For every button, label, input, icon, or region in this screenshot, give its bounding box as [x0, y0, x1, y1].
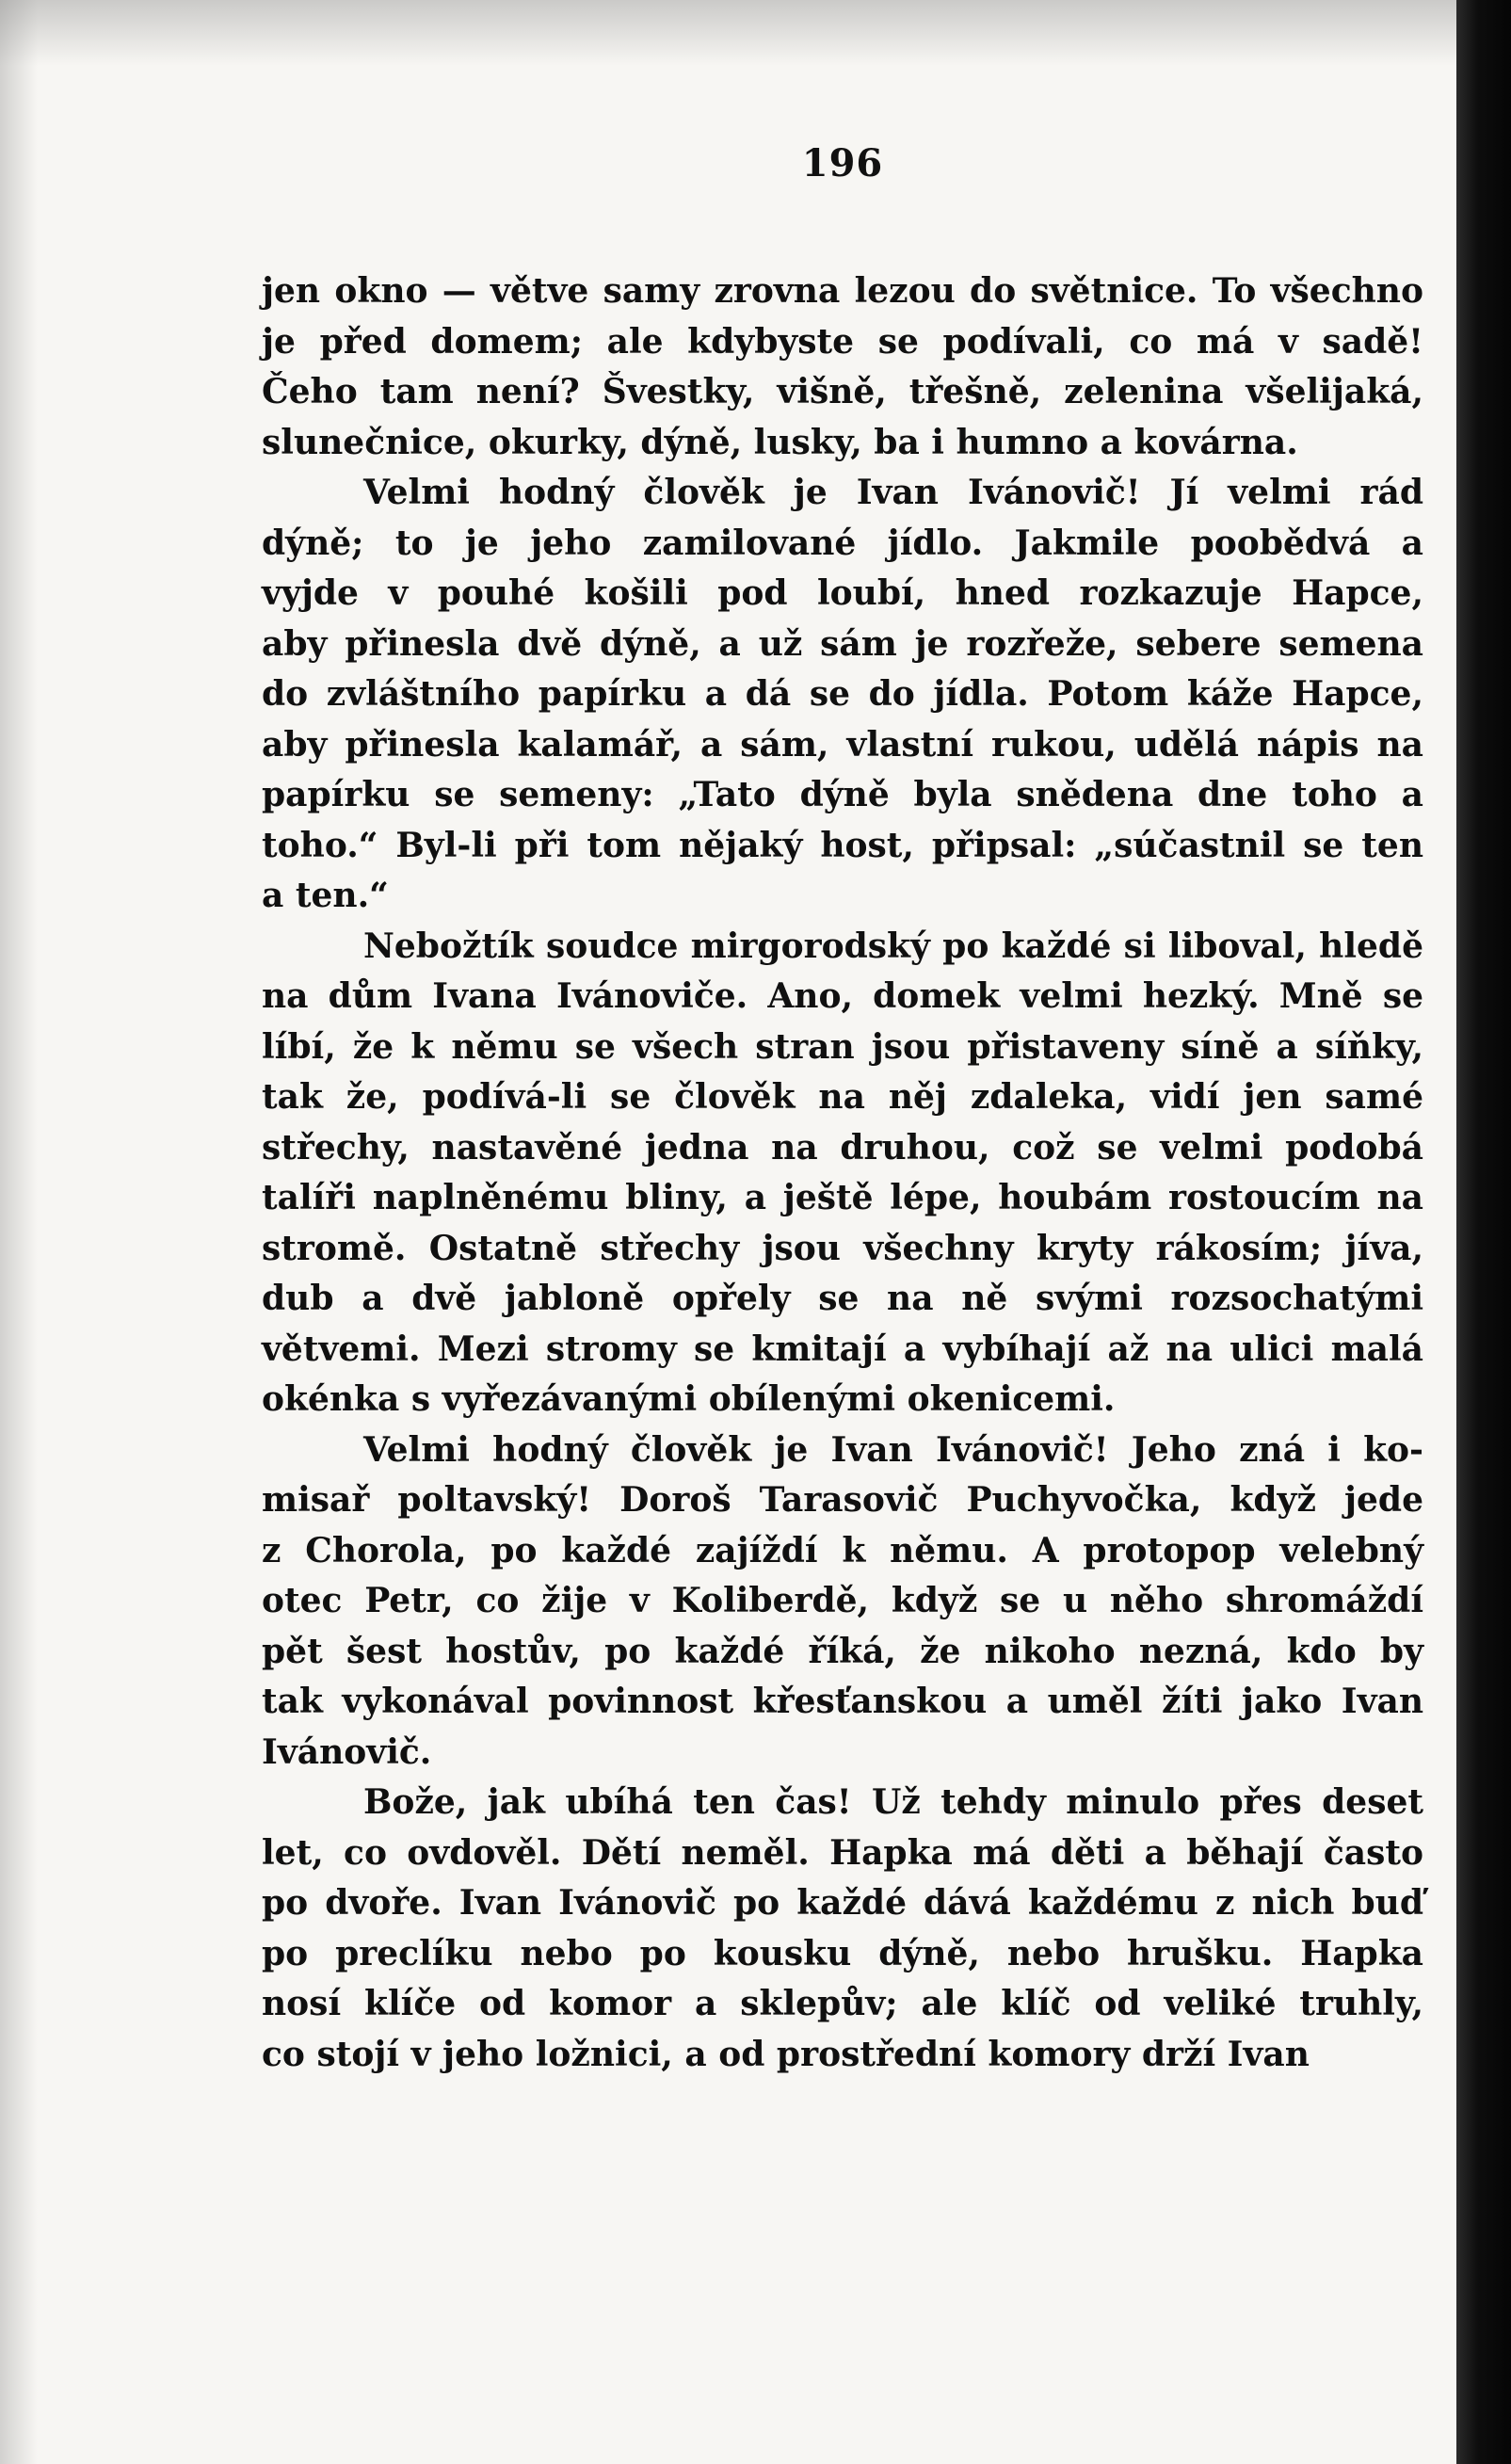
text-line: líbí, že k němu se všech stran jsou přistaveny síně a síňky,: [262, 1026, 1423, 1067]
text-line: z Chorola, po každé zajíždí k němu. A protopop velebný: [262, 1530, 1423, 1570]
text-line: a ten.“: [262, 876, 389, 915]
text-line: otec Petr, co žije v Koliberdě, když se u něho shromáždí: [262, 1581, 1423, 1620]
text-line: po dvoře. Ivan Ivánovič po každé dává každému z nich buď: [262, 1883, 1423, 1923]
text-line: nosí klíče od komor a sklepův; ale klíč od veliké truhly,: [262, 1984, 1423, 2023]
text-line: jen okno — větve samy zrovna lezou do světnice. To všechno: [262, 271, 1423, 311]
scan-border-right: [1456, 0, 1511, 2464]
text-line: pět šest hostův, po každé říká, že nikoho nezná, kdo by: [262, 1631, 1423, 1671]
text-line: střechy, nastavěné jedna na druhou, což se velmi podobá: [262, 1127, 1423, 1168]
text-line: dub a dvě jabloně opřely se na ně svými rozsochatými: [262, 1279, 1423, 1318]
text-line: dýně; to je jeho zamilované jídlo. Jakmile poobědvá a: [262, 523, 1423, 563]
text-line: talíři naplněnému bliny, a ještě lépe, houbám rostoucím na: [262, 1178, 1423, 1217]
text-line: toho.“ Byl-li při tom nějaký host, připsal: „súčastnil se ten: [262, 825, 1423, 865]
text-line: Nebožtík soudce mirgorodský po každé si liboval, hledě: [363, 926, 1423, 966]
paragraph: [262, 468, 1423, 922]
paragraph: [262, 922, 1423, 1425]
text-line: co stojí v jeho ložnici, a od prostřední komory drží Ivan: [262, 2034, 1310, 2074]
text-line: tak vykonával povinnost křesťanskou a uměl žíti jako Ivan: [262, 1682, 1423, 1721]
text-line: vyjde v pouhé košili pod loubí, hned rozkazuje Hapce,: [262, 573, 1423, 613]
text-line: let, co ovdověl. Dětí neměl. Hapka má děti a běhají často: [262, 1832, 1423, 1873]
text-line: větvemi. Mezi stromy se kmitají a vybíhají až na ulici malá: [262, 1329, 1423, 1369]
text-line: Velmi hodný člověk je Ivan Ivánovič! Jí velmi rád: [363, 473, 1423, 512]
text-line: je před domem; ale kdybyste se podívali, co má v sadě!: [262, 321, 1423, 362]
paragraph: [262, 1425, 1423, 1779]
page-number: 196: [801, 141, 884, 185]
text-line: Čeho tam není? Švestky, višně, třešně, zelenina všelijaká,: [262, 372, 1423, 411]
body-text: [262, 266, 1423, 2080]
scan-shadow-top: [0, 0, 1511, 66]
text-line: papírku se semeny: „Tato dýně byla snědena dne toho a: [262, 775, 1423, 814]
text-line: misař poltavský! Doroš Tarasovič Puchyvočka, když jede: [262, 1480, 1423, 1520]
scan-shadow-left: [0, 0, 38, 2464]
text-line: stromě. Ostatně střechy jsou všechny kryty rákosím; jíva,: [262, 1228, 1423, 1268]
text-line: do zvláštního papírku a dá se do jídla. Potom káže Hapce,: [262, 674, 1423, 714]
text-line: aby přinesla dvě dýně, a už sám je rozřeže, sebere semena: [262, 623, 1423, 664]
text-line: Velmi hodný člověk je Ivan Ivánovič! Jeho zná i ko-: [363, 1429, 1423, 1470]
paragraph: [262, 266, 1423, 468]
text-line: na dům Ivana Ivánoviče. Ano, domek velmi hezký. Mně se: [262, 976, 1423, 1016]
text-line: aby přinesla kalamář, a sám, vlastní rukou, udělá nápis na: [262, 724, 1423, 765]
text-line: po preclíku nebo po kousku dýně, nebo hrušku. Hapka: [262, 1933, 1423, 1973]
paragraph: [262, 1778, 1423, 2080]
text-line: Ivánovič.: [262, 1731, 432, 1772]
text-line: tak že, podívá-li se člověk na něj zdaleka, vidí jen samé: [262, 1077, 1423, 1117]
text-line: okénka s vyřezávanými obílenými okenicemi.: [262, 1379, 1116, 1419]
text-line: Bože, jak ubíhá ten čas! Už tehdy minulo přes deset: [363, 1782, 1423, 1822]
text-line: slunečnice, okurky, dýně, lusky, ba i humno a kovárna.: [262, 422, 1298, 462]
